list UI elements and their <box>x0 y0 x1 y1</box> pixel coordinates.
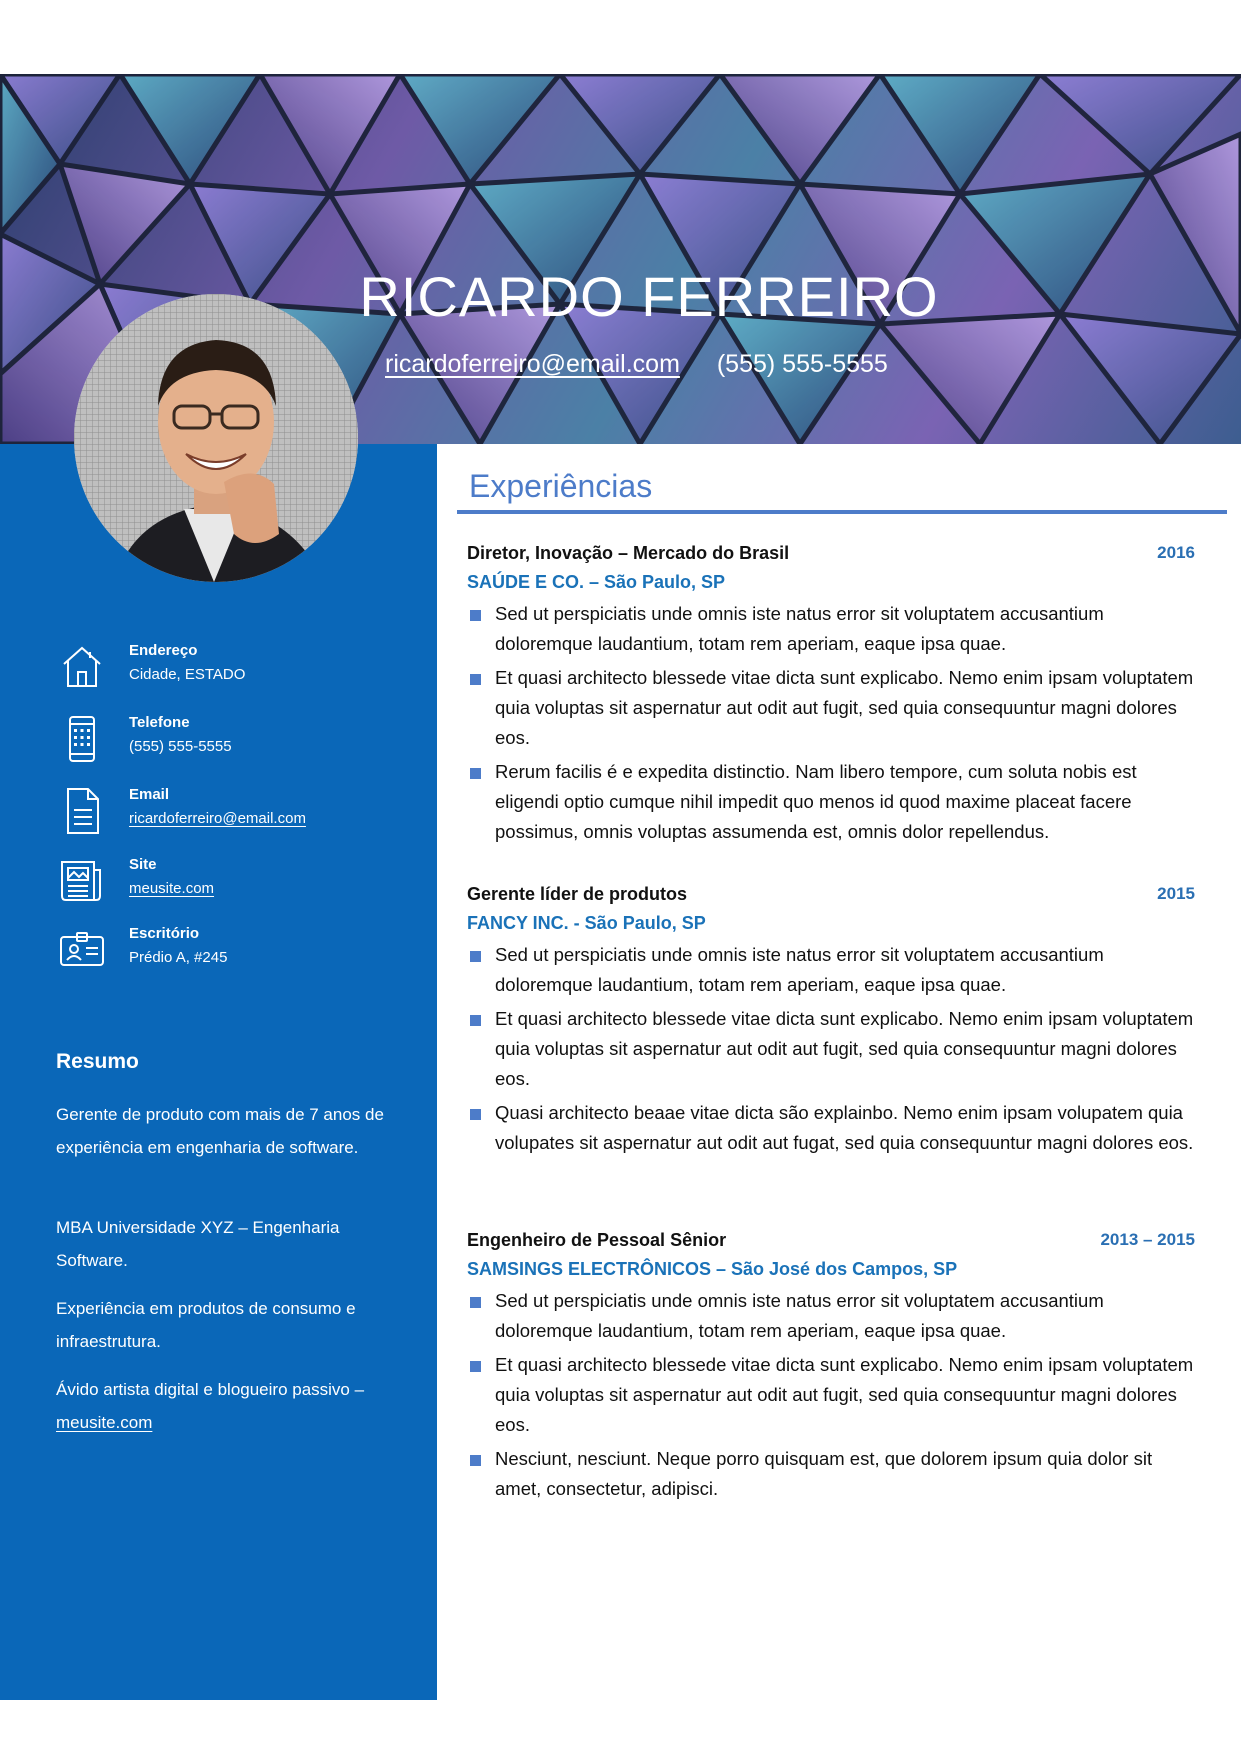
job-bullet: Et quasi architecto blessede vitae dicta sunt explicabo. Nemo enim ipsam voluptatem quia voluptas sit aspernatur aut odit aut fugit, sed quia consequuntur magni dolores eos. <box>467 1350 1195 1440</box>
summary-paragraph: MBA Universidade XYZ – Engenharia Software. <box>56 1218 340 1270</box>
job-year: 2015 <box>1157 884 1195 903</box>
job-bullets <box>467 599 1195 847</box>
header-phone: (555) 555-5555 <box>716 350 888 378</box>
contact-value: (555) 555-5555 <box>129 738 232 755</box>
contact-value: Cidade, ESTADO <box>129 666 246 683</box>
contact-label: Endereço <box>129 642 198 659</box>
job-entry <box>467 884 1195 1162</box>
job-bullet: Et quasi architecto blessede vitae dicta sunt explicabo. Nemo enim ipsam voluptatem quia voluptas sit aspernatur aut odit aut fugit, sed quia consequuntur magni dolores eos. <box>467 663 1195 753</box>
section-divider <box>457 510 1227 514</box>
job-title: Diretor, Inovação – Mercado do Brasil <box>467 543 790 563</box>
contact-office <box>58 925 418 981</box>
id-badge-icon <box>58 925 106 975</box>
contact-email-link[interactable]: ricardoferreiro@email.com <box>129 810 306 827</box>
contact-label: Site <box>129 856 157 873</box>
job-bullet: Sed ut perspiciatis unde omnis iste natus error sit voluptatem accusantium doloremque laudantium, totam rem aperiam, eaque ipsa quae. <box>467 599 1195 659</box>
header-contact <box>385 350 888 379</box>
job-company: SAÚDE E CO. – São Paulo, SP <box>467 572 726 592</box>
job-company: FANCY INC. - São Paulo, SP <box>467 913 706 933</box>
contact-address <box>58 642 418 698</box>
header-email-link[interactable]: ricardoferreiro@email.com <box>385 350 680 378</box>
job-bullets <box>467 1286 1195 1504</box>
sidebar <box>0 444 437 1700</box>
job-entry <box>467 1230 1195 1508</box>
phone-icon <box>58 714 106 764</box>
summary-paragraph <box>56 1373 386 1439</box>
summary-text: Ávido artista digital e blogueiro passivo – <box>56 1380 365 1399</box>
job-bullet: Sed ut perspiciatis unde omnis iste natus error sit voluptatem accusantium doloremque laudantium, totam rem aperiam, eaque ipsa quae. <box>467 940 1195 1000</box>
job-entry <box>467 543 1195 851</box>
contact-value: Prédio A, #245 <box>129 949 228 966</box>
contact-phone <box>58 714 418 770</box>
contact-site-link[interactable]: meusite.com <box>129 880 215 897</box>
job-year: 2013 – 2015 <box>1100 1230 1195 1249</box>
profile-photo <box>74 294 358 582</box>
job-bullet: Sed ut perspiciatis unde omnis iste natus error sit voluptatem accusantium doloremque laudantium, totam rem aperiam, eaque ipsa quae. <box>467 1286 1195 1346</box>
job-bullet: Quasi architecto beaae vitae dicta são explainbo. Nemo enim ipsam volupatem quia volupates sit aspernatur aut odit aut fugat, sed quia consequuntur magni dolores eos. <box>467 1098 1195 1158</box>
document-icon <box>58 786 106 836</box>
job-bullet: Et quasi architecto blessede vitae dicta sunt explicabo. Nemo enim ipsam voluptatem quia voluptas sit aspernatur aut odit aut fugit, sed quia consequuntur magni dolores eos. <box>467 1004 1195 1094</box>
contact-label: Email <box>129 786 170 803</box>
contact-email <box>58 786 418 842</box>
contact-label: Telefone <box>129 714 190 731</box>
summary-title: Resumo <box>56 1050 139 1073</box>
job-company: SAMSINGS ELECTRÔNICOS – São José dos Campos, SP <box>467 1259 958 1279</box>
job-bullet: Rerum facilis é e expedita distinctio. Nam libero tempore, cum soluta nobis est eligendi optio cumque nihil impedit quo menos id quod maxime placeat facere possimus, omnis voluptas assumenda est, omnis dolor repellendus. <box>467 757 1195 847</box>
summary-site-link[interactable]: meusite.com <box>56 1413 153 1432</box>
contact-site <box>58 856 418 912</box>
job-bullets <box>467 940 1195 1158</box>
job-bullet: Nesciunt, nesciunt. Neque porro quisquam est, que dolorem ipsum quia dolor sit amet, consectetur, adipisci. <box>467 1444 1195 1504</box>
summary-paragraph: Gerente de produto com mais de 7 anos de experiência em engenharia de software. <box>56 1105 384 1157</box>
job-title: Engenheiro de Pessoal Sênior <box>467 1230 727 1250</box>
candidate-name: RICARDO FERREIRO <box>359 265 939 328</box>
experience-section-title: Experiências <box>469 468 653 504</box>
house-icon <box>58 642 106 692</box>
newspaper-icon <box>58 856 106 906</box>
contact-label: Escritório <box>129 925 200 942</box>
avatar-illustration <box>74 294 358 582</box>
job-title: Gerente líder de produtos <box>467 884 688 904</box>
job-year: 2016 <box>1157 543 1195 562</box>
summary-paragraph: Experiência em produtos de consumo e infraestrutura. <box>56 1299 356 1351</box>
